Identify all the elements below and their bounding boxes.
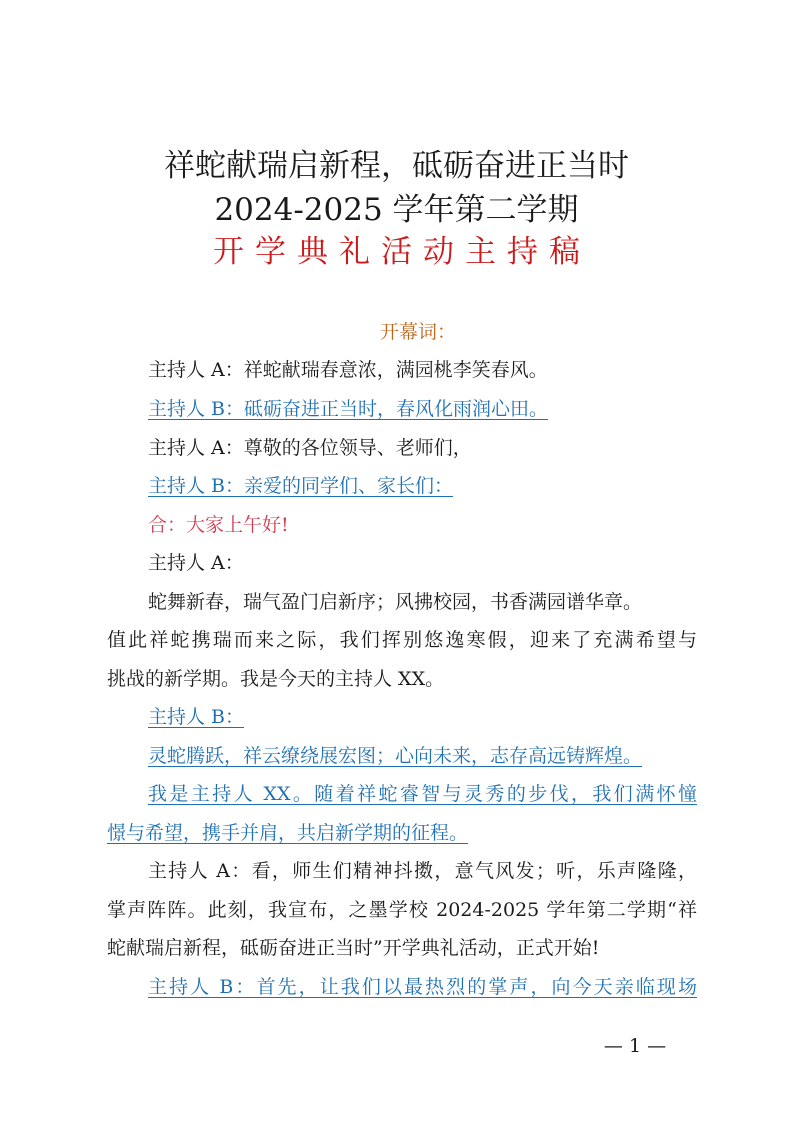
paragraph-line: 掌声阵阵。此刻，我宣布，之墨学校 2024-2025 学年第二学期“祥 [107, 899, 697, 921]
host-b-line: 主持人 B：首先，让我们以最热烈的掌声，向今天亲临现场 [148, 976, 697, 998]
host-b-label: 主持人 B： [148, 706, 245, 728]
host-b-paragraph-line: 灵蛇腾跃，祥云缭绕展宏图；心向未来，志存高远铸辉煌。 [148, 745, 643, 767]
paragraph-line: 挑战的新学期。我是今天的主持人 XX。 [107, 668, 445, 690]
script-title: 开学典礼活动主持稿 [213, 234, 591, 270]
main-title: 祥蛇献瑞启新程，砥砺奋进正当时 [164, 148, 629, 184]
page-number: — 1 — [603, 1035, 667, 1057]
term-subtitle: 2024-2025 学年第二学期 [214, 192, 579, 228]
paragraph-line: 蛇舞新春，瑞气盈门启新序；风拂校园，书香满园谱华章。 [148, 591, 643, 613]
opening-heading: 开幕词： [380, 321, 457, 343]
host-a-line: 主持人 A：祥蛇献瑞春意浓，满园桃李笑春风。 [148, 359, 548, 381]
paragraph-line: 主持人 A：看，师生们精神抖擞，意气风发；听，乐声隆隆， [148, 860, 697, 882]
paragraph-line: 值此祥蛇携瑞而来之际，我们挥别悠逸寒假，迎来了充满希望与 [107, 629, 697, 651]
host-b-paragraph-line: 憬与希望，携手并肩，共启新学期的征程。 [107, 822, 469, 844]
together-line: 合：大家上午好! [148, 514, 289, 536]
host-b-line: 主持人 B：砥砺奋进正当时，春风化雨润心田。 [148, 398, 549, 420]
paragraph-line: 蛇献瑞启新程，砥砺奋进正当时”开学典礼活动，正式开始! [107, 937, 600, 959]
host-b-paragraph-line: 我是主持人 XX。随着祥蛇睿智与灵秀的步伐，我们满怀憧 [148, 783, 697, 805]
host-a-label: 主持人 A： [148, 552, 244, 574]
host-a-line: 主持人 A：尊敬的各位领导、老师们， [148, 437, 472, 459]
host-b-line: 主持人 B：亲爱的同学们、家长们： [148, 475, 454, 497]
